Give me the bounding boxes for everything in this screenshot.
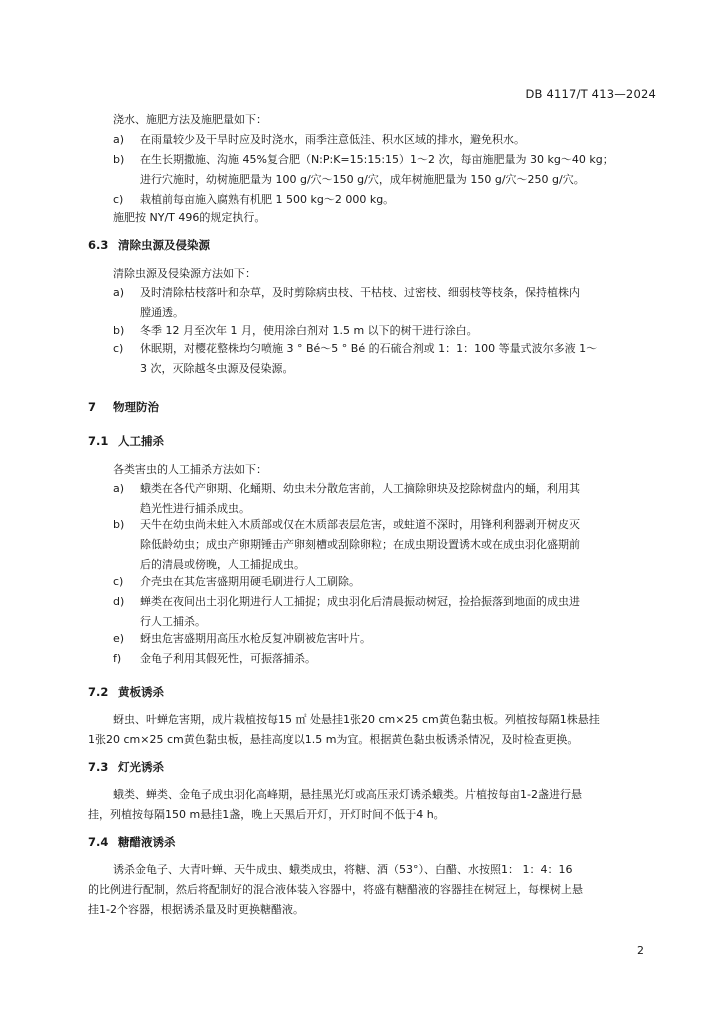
section-number: 7 [88,400,97,414]
section-number: 7.1 [88,434,109,448]
page-number: 2 [637,944,644,957]
s62-note: 施肥按 NY/T 496的规定执行。 [113,211,266,224]
s72-line-2: 1张20 cm×25 cm黄色黏虫板，悬挂高度以1.5 m为宜。根据黄色黏虫板诱杀情况，及时检查更换。 [88,733,579,746]
list-marker: c) [113,193,124,206]
list-item-text: 在雨量较少及干旱时应及时浇水，雨季注意低洼、积水区域的排水，避免积水。 [140,133,525,146]
list-marker: b) [113,518,125,531]
list-item-text: 在生长期撒施、沟施 45%复合肥（N:P:K=15:15:15）1～2 次，每亩施肥量为 30 kg～40 kg； [140,153,614,166]
s62-intro: 浇水、施肥方法及施肥量如下： [113,113,267,126]
list-marker: e) [113,632,125,645]
list-item-text: 趋光性进行捕杀成虫。 [140,502,250,515]
list-item-text: 行人工捕杀。 [140,615,206,628]
s74-line-3: 挂1-2个容器，根据诱杀量及时更换糖醋液。 [88,903,304,916]
section-heading-7-4 [88,835,176,849]
header-doc-code: DB 4117/T 413—2024 [525,87,656,101]
list-item-text: 进行穴施时，幼树施肥量为 100 g/穴～150 g/穴，成年树施肥量为 150 g/穴～250 g/穴。 [140,173,585,186]
list-marker: a) [113,482,125,495]
section-number: 7.4 [88,835,109,849]
section-title: 灯光诱杀 [118,760,164,774]
list-marker: c) [113,342,124,355]
s73-line-2: 挂，列植按每隔150 m悬挂1盏，晚上天黑后开灯，开灯时间不低于4 h。 [88,808,445,821]
list-item-text: 栽植前每亩施入腐熟有机肥 1 500 kg～2 000 kg。 [140,193,395,206]
list-item-text: 介壳虫在其危害盛期用硬毛刷进行人工刷除。 [140,575,360,588]
section-title: 物理防治 [113,400,159,414]
s72-line-1: 蚜虫、叶蝉危害期，成片栽植按每15 ㎡ 处悬挂1张20 cm×25 cm黄色黏虫板。列植按每隔1株悬挂 [113,713,600,726]
list-marker: a) [113,286,125,299]
section-title: 糖醋液诱杀 [118,835,176,849]
list-marker: a) [113,133,125,146]
list-marker: d) [113,595,125,608]
list-item-text: 膛通透。 [140,306,184,319]
section-title: 黄板诱杀 [118,685,164,699]
section-title: 人工捕杀 [118,434,164,448]
list-item-text: 后的清晨或傍晚，人工捕捉成虫。 [140,558,305,571]
section-number: 6.3 [88,238,109,252]
list-marker: f) [113,652,122,665]
section-number: 7.2 [88,685,109,699]
list-item-text: 蛾类在各代产卵期、化蛹期、幼虫未分散危害前，人工摘除卵块及挖除树盘内的蛹，利用其 [140,482,580,495]
list-item-text: 3 次，灭除越冬虫源及侵染源。 [140,362,294,375]
section-heading-6-3 [88,238,210,252]
list-item-text: 除低龄幼虫；成虫产卵期锤击产卵刻槽或刮除卵粒；在成虫期设置诱木或在成虫羽化盛期前 [140,538,580,551]
s71-intro: 各类害虫的人工捕杀方法如下： [113,463,267,476]
section-heading-7 [88,400,159,414]
list-marker: b) [113,324,125,337]
s74-line-2: 的比例进行配制，然后将配制好的混合液体装入容器中，将盛有糖醋液的容器挂在树冠上，每棵树上悬 [88,883,583,896]
list-item-text: 蝉类在夜间出土羽化期进行人工捕捉；成虫羽化后清晨振动树冠，捡拾振落到地面的成虫进 [140,595,580,608]
section-heading-7-2 [88,685,164,699]
section-heading-7-3 [88,760,164,774]
list-marker: b) [113,153,125,166]
list-item-text: 蚜虫危害盛期用高压水枪反复冲刷被危害叶片。 [140,632,371,645]
s73-line-1: 蛾类、蝉类、金龟子成虫羽化高峰期，悬挂黑光灯或高压汞灯诱杀蛾类。片植按每亩1-2盏进行悬 [113,788,582,801]
s74-line-1: 诱杀金龟子、大青叶蝉、天牛成虫、蛾类成虫，将糖、酒（53°）、白醋、水按照1： 1：4：16 [113,863,573,876]
list-item-text: 天牛在幼虫尚未蛀入木质部或仅在木质部表层危害，或蛀道不深时，用锋利利器剥开树皮灭 [140,518,580,531]
list-item-text: 金龟子利用其假死性，可振落捕杀。 [140,652,316,665]
section-number: 7.3 [88,760,109,774]
list-item-text: 冬季 12 月至次年 1 月，使用涂白剂对 1.5 m 以下的树干进行涂白。 [140,324,478,337]
section-title: 清除虫源及侵染源 [118,238,210,252]
s63-intro: 清除虫源及侵染源方法如下： [113,267,256,280]
list-marker: c) [113,575,124,588]
section-heading-7-1 [88,434,164,448]
list-item-text: 及时清除枯枝落叶和杂草，及时剪除病虫枝、干枯枝、过密枝、细弱枝等枝条，保持植株内 [140,286,580,299]
list-item-text: 休眠期，对樱花整株均匀喷施 3 ° Bé～5 ° Bé 的石硫合剂或 1：1：100 等量式波尔多液 1～ [140,342,598,355]
